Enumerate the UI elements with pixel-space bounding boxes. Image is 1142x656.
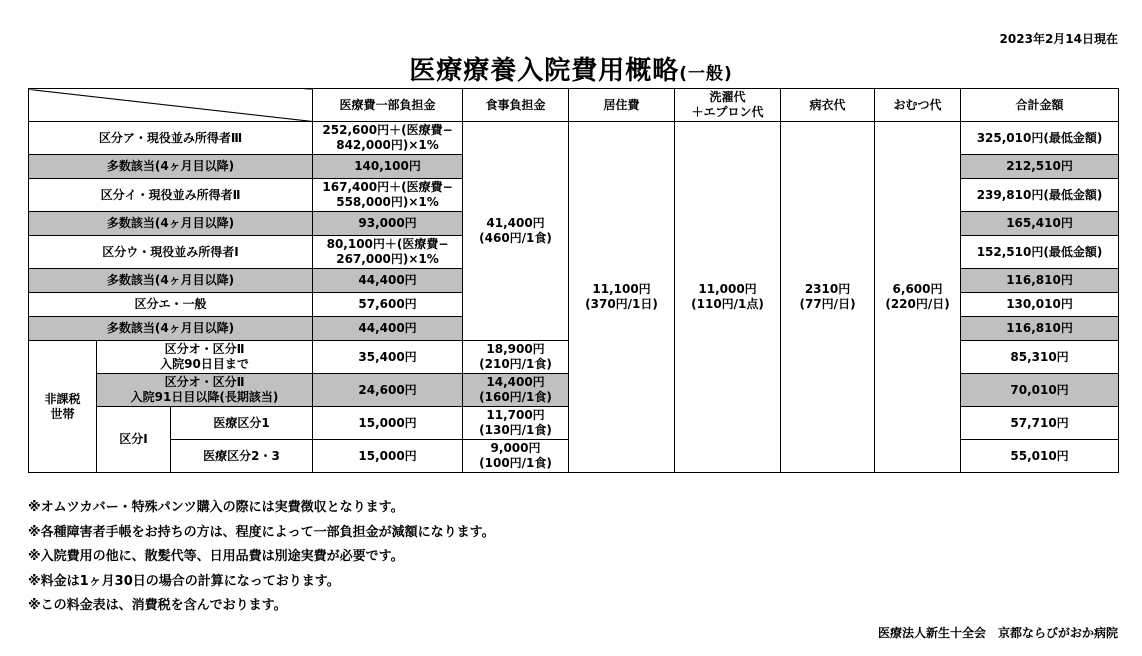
row-label-line1: 区分オ・区分Ⅱ — [164, 342, 245, 356]
row-meal-line1: 9,000円 — [490, 441, 541, 455]
row-meal-line2: (210円/1食) — [479, 357, 552, 371]
row-medical: 140,100円 — [313, 155, 463, 179]
nontax-group-line2: 世帯 — [50, 406, 75, 421]
header-housing: 居住費 — [569, 89, 675, 122]
row-meal-line2: (160円/1食) — [479, 390, 552, 404]
housing-shared-line1: 11,100円 — [592, 282, 651, 296]
gown-shared-line2: (77円/日) — [799, 297, 856, 311]
header-laundry-line2: ＋エプロン代 — [691, 105, 764, 119]
row-medical: 44,400円 — [313, 317, 463, 341]
row-total: 239,810円(最低金額) — [961, 179, 1119, 212]
row-total: 165,410円 — [961, 212, 1119, 236]
row-medical: 93,000円 — [313, 212, 463, 236]
diaper-shared — [875, 122, 961, 473]
row-label-line2: 入院91日目以降(長期該当) — [130, 390, 279, 404]
row-medical: 15,000円 — [313, 440, 463, 473]
row-label: 多数該当(4ヶ月目以降) — [29, 212, 313, 236]
row-medical-line2: 558,000円)×1% — [336, 195, 439, 209]
row-medical-line1: 167,400円＋(医療費− — [322, 180, 453, 194]
nontax-group-line1: 非課税 — [44, 391, 81, 406]
row-label-line1: 区分オ・区分Ⅱ — [164, 375, 245, 389]
header-laundry-line1: 洗濯代 — [709, 90, 746, 104]
row-medical — [313, 236, 463, 269]
note-item: ※各種障害者手帳をお持ちの方は、程度によって一部負担金が減額になります。 — [28, 524, 495, 540]
row-medical: 24,600円 — [313, 374, 463, 407]
row-meal-line1: 18,900円 — [486, 342, 545, 356]
row-total: 116,810円 — [961, 269, 1119, 293]
note-item: ※オムツカバー・特殊パンツ購入の際には実費徴収となります。 — [28, 500, 404, 515]
row-total: 325,010円(最低金額) — [961, 122, 1119, 155]
row-label: 多数該当(4ヶ月目以降) — [29, 155, 313, 179]
housing-shared-line2: (370円/1日) — [585, 297, 658, 311]
row-label: 区分ウ・現役並み所得者Ⅰ — [29, 236, 313, 269]
row-label: 多数該当(4ヶ月目以降) — [29, 269, 313, 293]
header-gown: 病衣代 — [781, 89, 875, 122]
row-meal — [463, 341, 569, 374]
header-total: 合計金額 — [961, 89, 1119, 122]
row-label-line2: 入院90日目まで — [160, 357, 249, 371]
row-meal-line1: 11,700円 — [486, 408, 545, 422]
row-medical: 57,600円 — [313, 293, 463, 317]
housing-shared — [569, 122, 675, 473]
header-corner — [29, 89, 313, 122]
meal-shared — [463, 122, 569, 341]
page-title — [0, 50, 1142, 87]
row-medical-line2: 267,000円)×1% — [336, 252, 439, 266]
row-medical-line2: 842,000円)×1% — [336, 138, 439, 152]
row-label: 区分ア・現役並み所得者Ⅲ — [29, 122, 313, 155]
meal-shared-line2: (460円/1食) — [479, 231, 552, 245]
header-meal: 食事負担金 — [463, 89, 569, 122]
kubun1-label: 区分Ⅰ — [97, 407, 171, 473]
row-meal-line1: 14,400円 — [486, 375, 545, 389]
meal-shared-line1: 41,400円 — [486, 216, 545, 230]
note-item: ※料金は1ヶ月30日の場合の計算になっております。 — [28, 573, 340, 589]
row-label — [97, 374, 313, 407]
row-meal-line2: (130円/1食) — [479, 423, 552, 437]
title-main: 医療療養入院費用概略 — [409, 56, 680, 86]
row-medical — [313, 122, 463, 155]
row-total: 57,710円 — [961, 407, 1119, 440]
row-total: 212,510円 — [961, 155, 1119, 179]
row-meal — [463, 407, 569, 440]
header-laundry — [675, 89, 781, 122]
gown-shared-line1: 2310円 — [804, 282, 851, 296]
title-sub: (一般) — [679, 64, 733, 84]
hospital-name: 医療法人新生十全会 京都ならびがおか病院 — [877, 626, 1118, 640]
gown-shared — [781, 122, 875, 473]
header-diaper: おむつ代 — [875, 89, 961, 122]
table-row — [29, 122, 1119, 155]
row-medical — [313, 179, 463, 212]
row-meal — [463, 440, 569, 473]
laundry-shared-line2: (110円/1点) — [691, 297, 764, 311]
notes-block — [28, 496, 495, 619]
note-item: ※この料金表は、消費税を含んでおります。 — [28, 598, 287, 613]
laundry-shared-line1: 11,000円 — [698, 282, 757, 296]
row-total: 130,010円 — [961, 293, 1119, 317]
row-total: 152,510円(最低金額) — [961, 236, 1119, 269]
row-label: 医療区分1 — [171, 407, 313, 440]
row-label: 区分イ・現役並み所得者Ⅱ — [29, 179, 313, 212]
row-total: 70,010円 — [961, 374, 1119, 407]
row-total: 55,010円 — [961, 440, 1119, 473]
laundry-shared — [675, 122, 781, 473]
row-medical-line1: 80,100円＋(医療費− — [326, 237, 449, 251]
row-medical-line1: 252,600円＋(医療費− — [322, 123, 453, 137]
nontax-group-label — [29, 341, 97, 473]
row-meal-line2: (100円/1食) — [479, 456, 552, 470]
row-label: 医療区分2・3 — [171, 440, 313, 473]
row-medical: 44,400円 — [313, 269, 463, 293]
row-label: 多数該当(4ヶ月目以降) — [29, 317, 313, 341]
row-total: 116,810円 — [961, 317, 1119, 341]
fee-table — [28, 88, 1119, 473]
row-label: 区分エ・一般 — [29, 293, 313, 317]
row-medical: 15,000円 — [313, 407, 463, 440]
row-meal — [463, 374, 569, 407]
diaper-shared-line1: 6,600円 — [892, 282, 943, 296]
row-label — [97, 341, 313, 374]
row-total: 85,310円 — [961, 341, 1119, 374]
date-stamp: 2023年2月14日現在 — [999, 32, 1118, 46]
row-medical: 35,400円 — [313, 341, 463, 374]
header-row — [29, 89, 1119, 122]
diaper-shared-line2: (220円/日) — [885, 297, 950, 311]
header-medical: 医療費一部負担金 — [313, 89, 463, 122]
note-item: ※入院費用の他に、散髪代等、日用品費は別途実費が必要です。 — [28, 549, 404, 564]
